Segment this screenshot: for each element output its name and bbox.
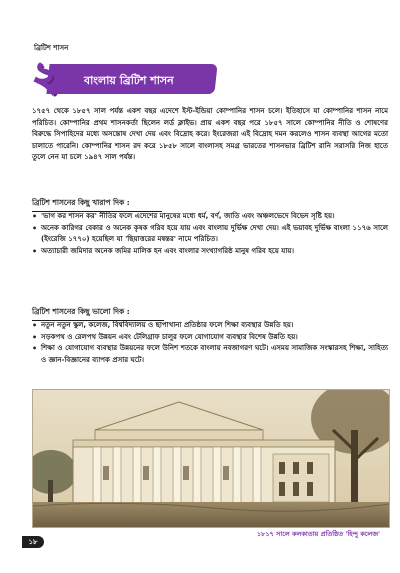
good-aspects-heading-text: ব্রিটিশ শাসনের কিছু ভালো দিক : <box>32 307 130 316</box>
list-item: • অনেক কারিগর বেকার ও অনেক কৃষক গরিব হয়ে যায় এবং বাংলায় দুর্ভিক্ষ দেখা দেয়। এই ভয়াবহ দুর্ভিক্ষ বাংলা ১১৭৬ সালে (ইংরেজি ১৭৭০) হয়েছিল যা 'ছিয়াত্তরের মন্বন্তর' নামে পরিচিত। <box>32 223 388 246</box>
list-item: • 'ভাগ কর শাসন কর' নীতির ফলে এদেশের মানুষের মধ্যে ধর্ম, বর্ণ, জাতি এবং অঞ্চলভেদে বিভেদ সৃষ্টি হয়। <box>32 211 388 223</box>
hindu-college-photo <box>32 389 390 528</box>
chapter-number: ২ <box>31 53 58 100</box>
running-head: ব্রিটিশ শাসন <box>34 44 69 52</box>
bad-aspects-heading-text: ব্রিটিশ শাসনের কিছু খারাপ দিক : <box>32 198 130 207</box>
photo-caption: ১৮১৭ সালে কলকাতায় প্রতিষ্ঠিত 'হিন্দু কলেজ' <box>256 530 380 538</box>
chapter-banner <box>22 53 218 100</box>
list-item: • সড়কপথ ও রেলপথ উন্নয়ন এবং টেলিগ্রাফ চালুর ফলে যোগাযোগ ব্যবস্থার বিশেষ উন্নতি হয়। <box>32 332 388 344</box>
list-item: • শিক্ষা ও যোগাযোগ ব্যবস্থার উন্নয়নের ফলে উনিশ শতকে বাংলায় নবজাগরণ ঘটে। এসময় সামাজিক সংস্কারসহ শিক্ষা, সাহিত্য ও জ্ঞান-বিজ্ঞানের ব্যাপক প্রসার ঘটে। <box>32 343 388 366</box>
bad-aspects-heading <box>32 198 162 212</box>
list-item: • অত্যাচারী জমিদার অনেক জমির মালিক হন এবং বাংলার সংখ্যাগরিষ্ঠ মানুষ গরিব হয়ে যায়। <box>32 246 388 258</box>
page-number: ১৮ <box>22 536 44 548</box>
ground <box>33 502 389 527</box>
good-aspects-heading <box>32 307 164 321</box>
chapter-title: বাংলায় ব্রিটিশ শাসন <box>84 74 174 87</box>
building-illustration <box>33 390 389 527</box>
good-aspects-list <box>32 320 388 366</box>
list-item: • নতুন নতুন স্কুল, কলেজ, বিশ্ববিদ্যালয় ও ছাপাখানা প্রতিষ্ঠার ফলে শিক্ষা ব্যবস্থার উন্নতি হয়। <box>32 320 388 332</box>
bad-aspects-list <box>32 211 388 257</box>
intro-paragraph: ১৭৫৭ থেকে ১৮৫৭ সাল পর্যন্ত একশ বছর এদেশে ইস্ট-ইন্ডিয়া কোম্পানির শাসন চলে। ইতিহাসে যা কোম্পানির শাসন নামে পরিচিত। কোম্পানির প্রথম শাসনকর্তা ছিলেন লর্ড ক্লাইভ। প্রায় একশ বছর পরে ১৮৫৭ সালে কোম্পানির নীতি ও শোষণের বিরুদ্ধে সিপাহিদের মধ্যে অসন্তোষ দেখা দেয় এবং বিদ্রোহ করে। ইংরেজরা এই বিদ্রোহ দমন করলেও শাসন ব্যবস্থা আগের মতো চালাতে পারেনি। কোম্পানির শাসন রদ করে ১৮৫৮ সালে বাংলাসহ সমগ্র ভারতের শাসনভার ব্রিটিশ রানি সরাসরি নিজ হাতে তুলে নেন যা চলে ১৯৪৭ সাল পর্যন্ত। <box>32 107 388 161</box>
textbook-page <box>8 6 392 561</box>
